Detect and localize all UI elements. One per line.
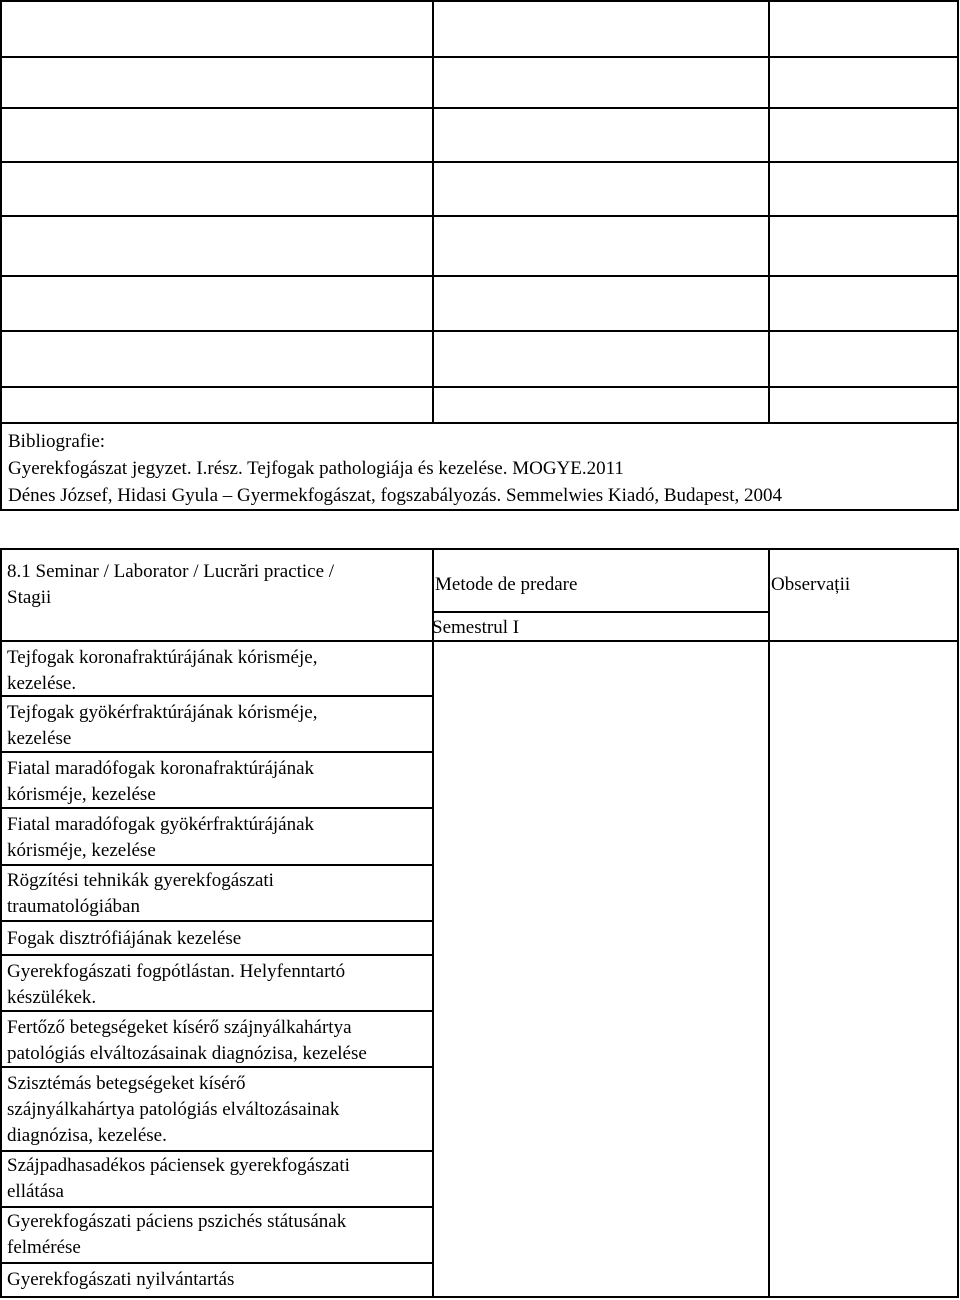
seminar-table-rule-top xyxy=(0,548,959,550)
seminar-row-line: Gyerekfogászati páciens pszichés státusának xyxy=(7,1211,347,1232)
seminar-row-line: Fogak disztrófiájának kezelése xyxy=(7,928,242,949)
seminar-header-col2: Metode de predare xyxy=(435,574,578,595)
bibliography-border-left xyxy=(0,422,2,511)
seminar-row-line: Gyerekfogászati nyilvántartás xyxy=(7,1269,235,1290)
bibliography-heading: Bibliografie: xyxy=(8,431,106,452)
seminar-row-line: Fiatal maradófogak koronafraktúrájának xyxy=(7,758,315,779)
bibliography-border-top xyxy=(0,422,959,424)
seminar-row xyxy=(7,812,314,864)
seminar-row-line: Rögzítési tehnikák gyerekfogászati xyxy=(7,870,274,891)
seminar-row-line: Szisztémás betegségeket kísérő xyxy=(7,1073,246,1094)
seminar-row xyxy=(7,1267,234,1293)
seminar-table-rule xyxy=(0,920,432,922)
seminar-row-line: szájnyálkahártya patológiás elváltozásainak xyxy=(7,1099,340,1120)
seminar-header-col1-line: Stagii xyxy=(7,587,52,608)
seminar-table-rule xyxy=(0,1150,432,1152)
seminar-row-line: kórisméje, kezelése xyxy=(7,840,156,861)
top-table-border-right xyxy=(957,0,959,424)
seminar-row xyxy=(7,1153,350,1205)
seminar-row-line: készülékek. xyxy=(7,987,97,1008)
seminar-row-line: kezelése. xyxy=(7,673,77,694)
seminar-header-col1-line: 8.1 Seminar / Laborator / Lucrări practice / xyxy=(7,561,335,582)
seminar-header-col1 xyxy=(7,559,334,611)
seminar-row-line: diagnózisa, kezelése. xyxy=(7,1125,167,1146)
seminar-row-line: Tejfogak koronafraktúrájának kórisméje, xyxy=(7,647,318,668)
top-table-rule xyxy=(0,0,959,2)
seminar-row-line: Fiatal maradófogak gyökérfraktúrájának xyxy=(7,814,315,835)
seminar-table-col-divider-1 xyxy=(432,548,434,1298)
seminar-row-line: felmérése xyxy=(7,1237,81,1258)
top-table-rule xyxy=(0,161,959,163)
seminar-row xyxy=(7,1209,346,1261)
top-table-rule xyxy=(0,386,959,388)
top-table-rule xyxy=(0,275,959,277)
seminar-row xyxy=(7,645,317,697)
seminar-row-line: traumatológiában xyxy=(7,896,140,917)
semester-label: Semestrul I xyxy=(432,617,520,638)
seminar-row-line: Szájpadhasadékos páciensek gyerekfogászati xyxy=(7,1155,350,1176)
top-table-rule xyxy=(0,215,959,217)
seminar-row xyxy=(7,1071,339,1149)
top-table-rule xyxy=(0,107,959,109)
seminar-table-rule-bottom xyxy=(0,1296,959,1298)
top-table-rule xyxy=(0,330,959,332)
bibliography-entry: Gyerekfogászat jegyzet. I.rész. Tejfogak pathologiája és kezelése. MOGYE.2011 xyxy=(8,458,624,479)
seminar-table-rule-semester xyxy=(432,611,768,613)
top-table-divider-2 xyxy=(768,0,770,424)
top-table-divider-1 xyxy=(432,0,434,424)
seminar-header-col3: Observații xyxy=(771,574,851,595)
seminar-row-line: Tejfogak gyökérfraktúrájának kórisméje, xyxy=(7,702,318,723)
seminar-row-line: kórisméje, kezelése xyxy=(7,784,156,805)
seminar-table-col-divider-2 xyxy=(768,548,770,1298)
seminar-table-border-left xyxy=(0,548,2,1298)
bibliography-border-right xyxy=(957,422,959,511)
bibliography-entry: Dénes József, Hidasi Gyula – Gyermekfogászat, fogszabályozás. Semmelwies Kiadó, Budapest, 2004 xyxy=(8,485,783,506)
seminar-row-line: Gyerekfogászati fogpótlástan. Helyfenntartó xyxy=(7,961,346,982)
seminar-row-line: kezelése xyxy=(7,728,72,749)
seminar-row xyxy=(7,1015,367,1067)
seminar-row xyxy=(7,868,274,920)
bibliography-text xyxy=(8,428,782,509)
seminar-row-line: patológiás elváltozásainak diagnózisa, kezelése xyxy=(7,1043,367,1064)
seminar-row-line: Fertőző betegségeket kísérő szájnyálkahártya xyxy=(7,1017,352,1038)
seminar-row xyxy=(7,926,241,952)
bibliography-border-bottom xyxy=(0,509,959,511)
top-table-rule xyxy=(0,56,959,58)
seminar-row xyxy=(7,959,345,1011)
seminar-row xyxy=(7,700,317,752)
seminar-table-rule xyxy=(0,954,432,956)
seminar-table-rule xyxy=(0,1206,432,1208)
seminar-table-rule xyxy=(0,864,432,866)
seminar-row-line: ellátása xyxy=(7,1181,64,1202)
seminar-row xyxy=(7,756,314,808)
top-table-border-left xyxy=(0,0,2,424)
seminar-table-rule xyxy=(0,1262,432,1264)
seminar-table-border-right xyxy=(957,548,959,1298)
